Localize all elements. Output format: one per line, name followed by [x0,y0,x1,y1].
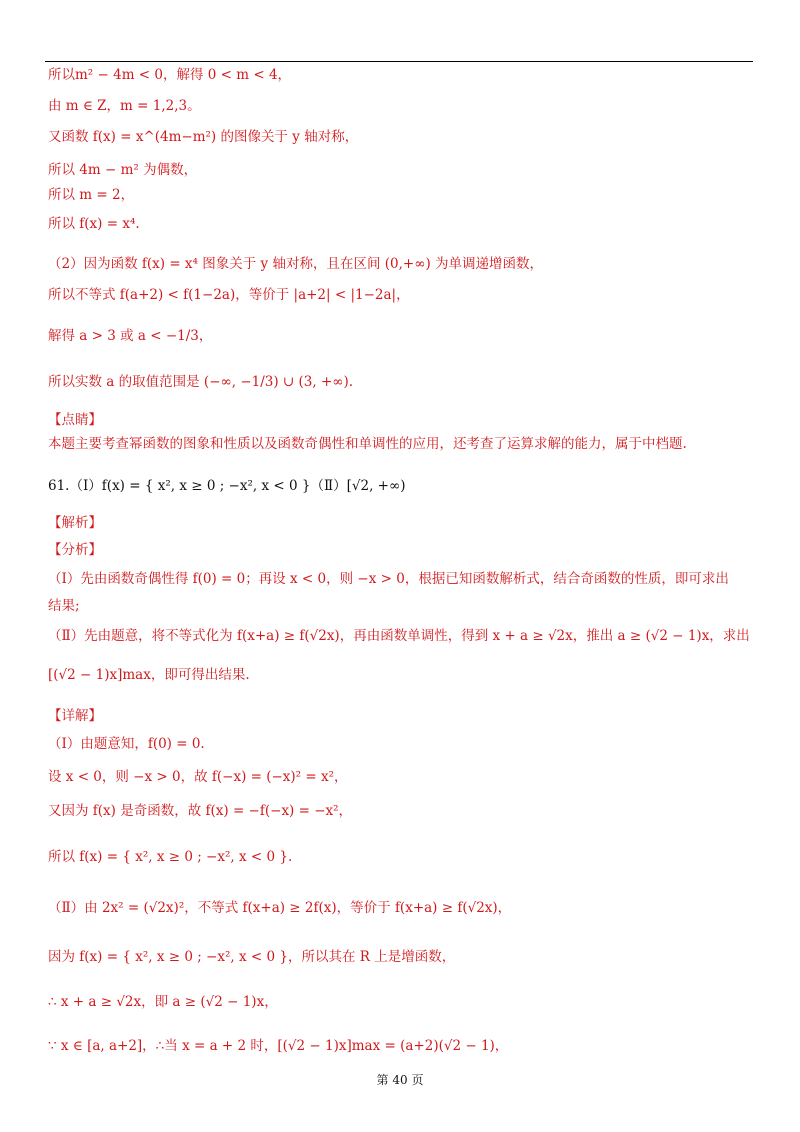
text-line: （Ⅰ）由题意知，f(0) = 0. [48,736,205,752]
text-line: 所以 f(x) = x⁴. [48,216,140,232]
text-line: 所以m² − 4m < 0，解得 0 < m < 4， [48,67,292,83]
section-heading: 【解析】 [48,515,102,531]
answer-line: 61.（Ⅰ）f(x) = { x², x ≥ 0 ; −x², x < 0 }（Ⅱ）[√2, +∞) [48,478,406,494]
text-line: 因为 f(x) = { x², x ≥ 0 ; −x², x < 0 }，所以其在 R 上是增函数， [48,949,456,965]
text-line: 解得 a > 3 或 a < −1/3， [48,328,213,344]
section-heading: 【分析】 [48,542,102,558]
text-line: 又函数 f(x) = x^(4m−m²) 的图像关于 y 轴对称， [48,129,359,145]
text-line: ∴ x + a ≥ √2x，即 a ≥ (√2 − 1)x， [48,994,278,1010]
text-line: 结果; [48,598,80,614]
text-line: （Ⅱ）由 2x² = (√2x)²，不等式 f(x+a) ≥ 2f(x)，等价于 f(x+a) ≥ f(√2x)， [48,900,512,916]
page-number: 第 40 页 [376,1073,424,1087]
text-line: 设 x < 0，则 −x > 0，故 f(−x) = (−x)² = x²， [48,769,348,785]
text-line: 所以不等式 f(a+2) < f(1−2a)，等价于 |a+2| < |1−2a|， [48,287,410,303]
text-line: （Ⅱ）先由题意，将不等式化为 f(x+a) ≥ f(√2x)，再由函数单调性，得到 x + a ≥ √2x，推出 a ≥ (√2 − 1)x，求出 [48,628,750,644]
text-line: 本题主要考查幂函数的图象和性质以及函数奇偶性和单调性的应用，还考查了运算求解的能力，属于中档题. [48,436,687,452]
text-line: （2）因为函数 f(x) = x⁴ 图象关于 y 轴对称，且在区间 (0,+∞) 为单调递增函数， [48,256,543,272]
header-rule [45,61,753,62]
text-line: [(√2 − 1)x]max，即可得出结果. [48,667,250,683]
text-line: 由 m ∈ Z，m = 1,2,3。 [48,98,201,114]
text-line: 所以 4m − m² 为偶数， [48,162,198,178]
text-line: （Ⅰ）先由函数奇偶性得 f(0) = 0；再设 x < 0，则 −x > 0，根据已知函数解析式，结合奇函数的性质，即可求出 [48,571,729,587]
text-line: 又因为 f(x) 是奇函数，故 f(x) = −f(−x) = −x²， [48,803,353,819]
section-heading: 【详解】 [48,708,102,724]
text-line: 所以 f(x) = { x², x ≥ 0 ; −x², x < 0 }. [48,849,293,865]
text-line: 所以实数 a 的取值范围是 (−∞, −1/3) ∪ (3, +∞). [48,374,354,390]
text-line: 所以 m = 2， [48,187,135,203]
text-line: ∵ x ∈ [a, a+2]，∴当 x = a + 2 时，[(√2 − 1)x]max = (a+2)(√2 − 1)， [48,1038,509,1054]
section-heading: 【点睛】 [48,412,102,428]
